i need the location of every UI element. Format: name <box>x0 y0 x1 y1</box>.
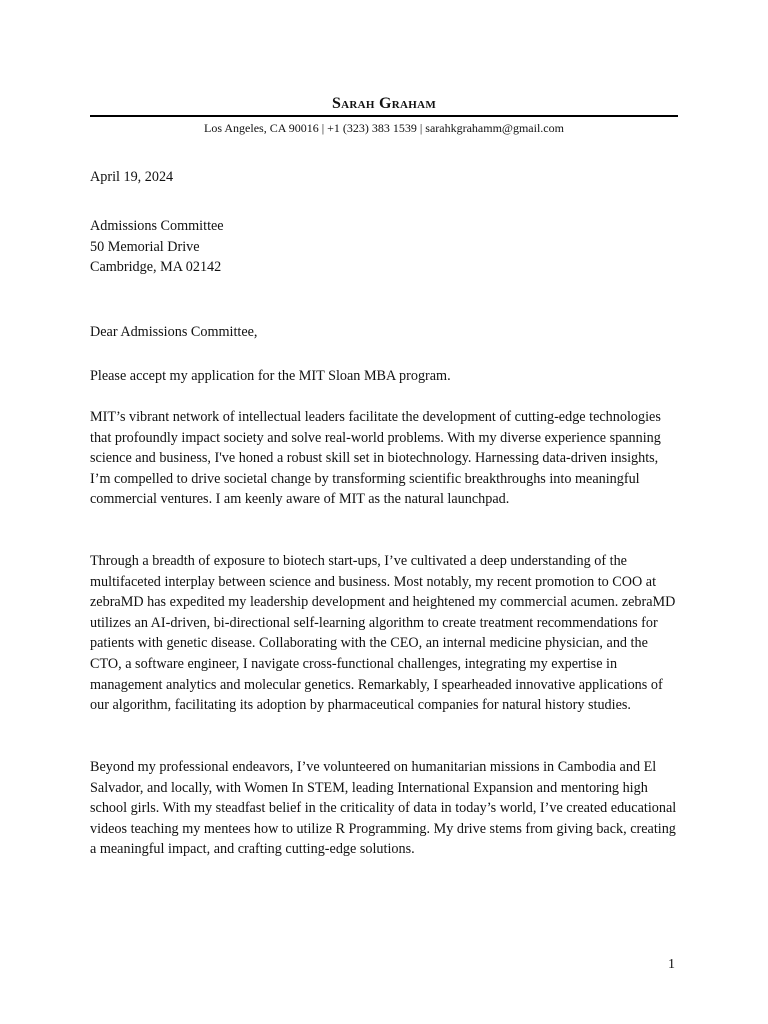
salutation: Dear Admissions Committee, <box>90 324 258 340</box>
letter-date: April 19, 2024 <box>90 169 174 185</box>
sender-contact-line: Los Angeles, CA 90016 | +1 (323) 383 1539 | sarahkgrahamm@gmail.com <box>204 121 564 135</box>
recipient-line-city: Cambridge, MA 02142 <box>90 259 222 276</box>
paragraph-mit-network: MIT’s vibrant network of intellectual leaders facilitate the development of cutting-edge technologies that profoundly impact society and solve real-world problems. With my diverse experience spanning science and business, I've honed a robust skill set in biotechnology. Harnessing data-driven insights, I’m compelled to drive societal change by transforming scientific breakthroughs into meaningful commercial ventures. I am keenly aware of MIT as the natural launchpad. <box>90 409 661 508</box>
recipient-address <box>90 216 680 278</box>
paragraph-volunteering: Beyond my professional endeavors, I’ve volunteered on humanitarian missions in Cambodia and El Salvador, and locally, with Women In STEM, leading International Expansion and mentoring high school girls. With my steadfast belief in the criticality of data in today’s world, I’ve created educational videos teaching my mentees how to utilize R Programming. My drive stems from giving back, creating a meaningful impact, and crafting cutting-edge solutions. <box>90 759 677 858</box>
paragraph-experience: Through a breadth of exposure to biotech start-ups, I’ve cultivated a deep understanding of the multifaceted interplay between science and business. Most notably, my recent promotion to COO at zebraMD has expedited my leadership development and heightened my commercial acumen. zebraMD utilizes an AI-driven, bi-directional self-learning algorithm to create treatment recommendations for patients with genetic disease. Collaborating with the CEO, an internal medicine physician, and the CTO, a software engineer, I navigate cross-functional challenges, integrating my expertise in management analytics and molecular genetics. Remarkably, I spearheaded innovative applications of our algorithm, facilitating its adoption by pharmaceutical companies for natural history studies. <box>90 553 676 714</box>
header-divider <box>90 115 678 117</box>
recipient-line-street: 50 Memorial Drive <box>90 238 200 255</box>
recipient-line-name: Admissions Committee <box>90 218 224 234</box>
page-number: 1 <box>668 957 675 972</box>
paragraph-intro: Please accept my application for the MIT Sloan MBA program. <box>90 368 451 384</box>
sender-name: Sarah Graham <box>331 95 437 112</box>
